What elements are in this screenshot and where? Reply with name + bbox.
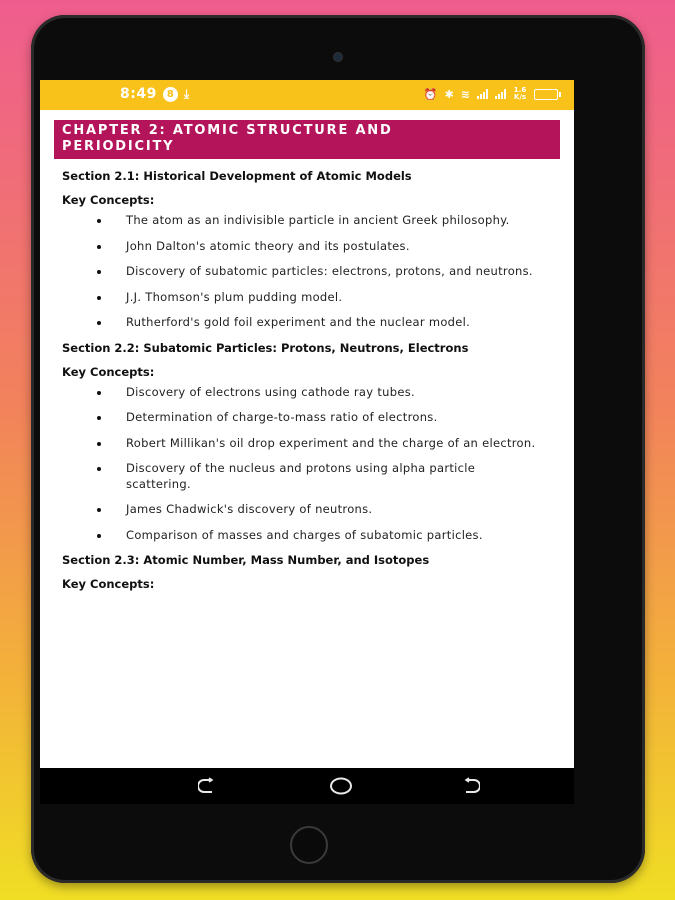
list-item: J.J. Thomson's plum pudding model. <box>54 290 560 306</box>
wifi-icon: ≋ <box>460 87 470 101</box>
bullet-icon <box>97 534 101 538</box>
bullet-icon <box>97 245 101 249</box>
notification-badge-icon: 8 <box>163 87 178 102</box>
bullet-icon <box>97 467 101 471</box>
back-icon[interactable] <box>198 777 218 795</box>
hardware-home-button[interactable] <box>290 826 328 864</box>
home-icon[interactable] <box>329 777 353 795</box>
download-icon: ⤓ <box>183 86 190 101</box>
key-concepts-label: Key Concepts: <box>62 577 155 591</box>
section-title: Section 2.1: Historical Development of Atomic Models <box>62 169 412 183</box>
signal-icon-2 <box>495 89 506 99</box>
screen <box>40 80 574 790</box>
list-item: Rutherford's gold foil experiment and the nuclear model. <box>54 315 560 331</box>
signal-icon <box>477 89 488 99</box>
key-concepts-label: Key Concepts: <box>62 193 155 207</box>
chapter-title-line-2: PERIODICITY <box>62 139 175 154</box>
concept-list <box>54 385 560 544</box>
bullet-icon <box>97 508 101 512</box>
recents-icon[interactable] <box>460 777 480 795</box>
network-speed: 1.6 K/s <box>513 86 527 101</box>
list-item: Determination of charge-to-mass ratio of electrons. <box>54 410 560 426</box>
battery-icon <box>534 89 558 100</box>
bullet-icon <box>97 416 101 420</box>
bullet-icon <box>97 219 101 223</box>
status-bar <box>40 80 574 110</box>
list-item: Comparison of masses and charges of subatomic particles. <box>54 528 560 544</box>
bullet-icon <box>97 442 101 446</box>
list-item: Robert Millikan's oil drop experiment and the charge of an electron. <box>54 436 560 452</box>
bullet-icon <box>97 391 101 395</box>
navigation-bar <box>40 768 574 804</box>
list-item: John Dalton's atomic theory and its postulates. <box>54 239 560 255</box>
alarm-icon: ⏰ <box>423 87 438 101</box>
front-camera <box>334 53 342 61</box>
list-item: James Chadwick's discovery of neutrons. <box>54 502 560 518</box>
list-item: Discovery of subatomic particles: electrons, protons, and neutrons. <box>54 264 560 280</box>
bullet-icon <box>97 321 101 325</box>
bullet-icon <box>97 296 101 300</box>
chapter-title <box>54 120 560 159</box>
key-concepts-label: Key Concepts: <box>62 364 155 379</box>
concept-list <box>54 213 560 331</box>
list-item: The atom as an indivisible particle in ancient Greek philosophy. <box>54 213 560 229</box>
section-title: Section 2.3: Atomic Number, Mass Number, and Isotopes <box>62 553 430 567</box>
bluetooth-icon: ✱ <box>444 87 454 101</box>
list-item: Discovery of electrons using cathode ray tubes. <box>54 385 560 401</box>
section-title: Section 2.2: Subatomic Particles: Protons, Neutrons, Electrons <box>62 340 469 355</box>
bullet-icon <box>97 270 101 274</box>
chapter-title-line-1: CHAPTER 2: ATOMIC STRUCTURE AND <box>62 123 393 138</box>
list-item: Discovery of the nucleus and protons using alpha particle scattering. <box>54 461 560 492</box>
status-time: 8:49 <box>120 86 157 102</box>
document-content <box>54 120 560 597</box>
